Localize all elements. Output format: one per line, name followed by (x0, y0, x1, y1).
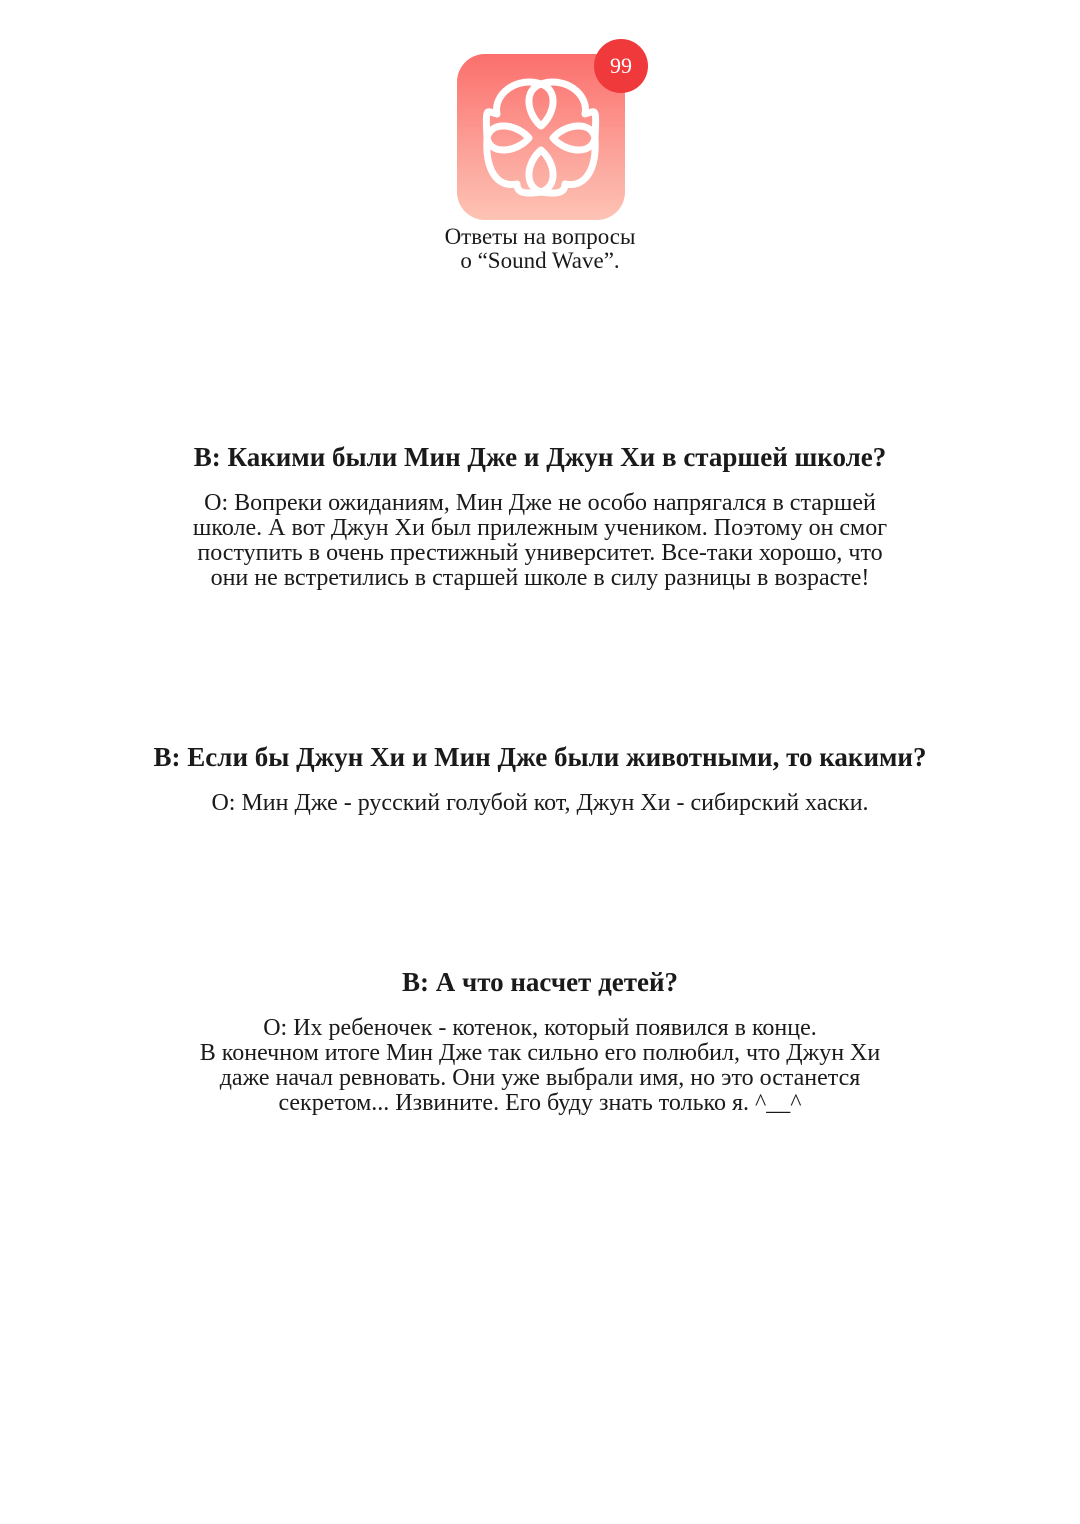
qa-block (100, 741, 980, 816)
qa-block (100, 966, 980, 1116)
answer-line: В конечном итоге Мин Дже так сильно его полюбил, что Джун Хи (199, 1040, 881, 1066)
question-heading: В: Если бы Джун Хи и Мин Дже были животными, то какими? (153, 742, 927, 772)
answer-text (100, 791, 980, 816)
answer-line: секретом... Извините. Его буду знать только я. ^__^ (278, 1090, 802, 1116)
notification-badge: 99 (594, 39, 648, 93)
answer-line: даже начал ревновать. Они уже выбрали имя, но это останется (219, 1065, 861, 1091)
answer-line: О: Вопреки ожиданиям, Мин Дже не особо напрягался в старшей (204, 490, 876, 516)
answer-line: они не встретились в старшей школе в силу разницы в возрасте! (210, 565, 870, 591)
answer-text (100, 491, 980, 591)
app-caption (340, 225, 740, 273)
answer-line: О: Их ребеночек - котенок, который появился в конце. (263, 1015, 817, 1041)
answer-line: О: Мин Дже - русский голубой кот, Джун Хи - сибирский хаски. (211, 790, 869, 816)
question-heading: В: Какими были Мин Дже и Джун Хи в старшей школе? (193, 442, 887, 472)
app-caption-line: о “Sound Wave”. (460, 248, 620, 273)
answer-line: поступить в очень престижный университет. Все-таки хорошо, что (197, 540, 883, 566)
answer-text (100, 1016, 980, 1116)
answer-line: школе. А вот Джун Хи был прилежным учеником. Поэтому он смог (192, 515, 888, 541)
question-heading: В: А что насчет детей? (401, 967, 679, 997)
qa-block (100, 441, 980, 591)
app-caption-line: Ответы на вопросы (444, 224, 636, 249)
